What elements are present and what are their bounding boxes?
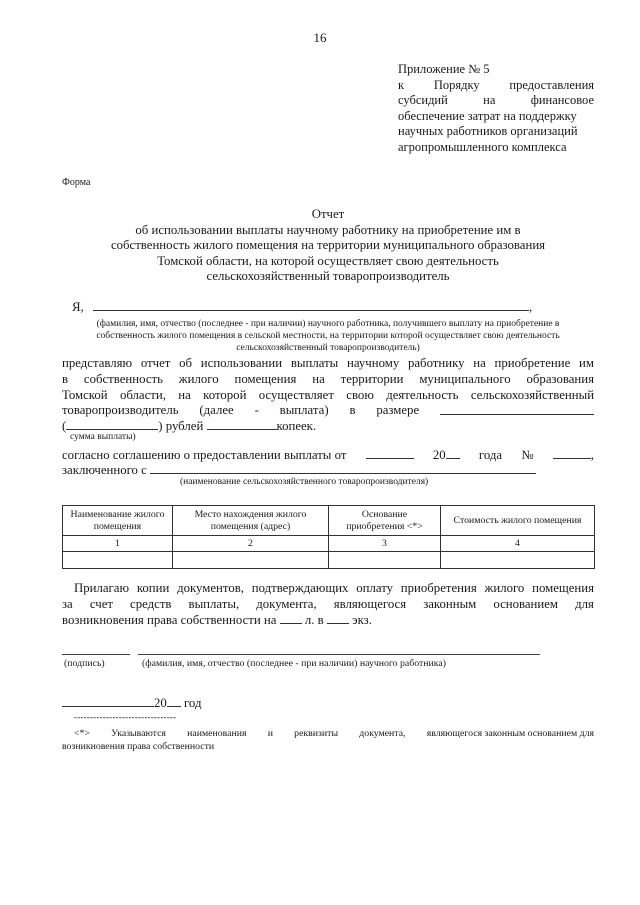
appendix-title: Приложение № 5 xyxy=(398,62,490,76)
title-line-3: Томской области, на которой осуществляет свою деятельность xyxy=(157,253,499,268)
year-blank[interactable] xyxy=(167,695,181,707)
amount-blank[interactable] xyxy=(440,403,594,415)
p1-line-1: представляю отчет об использовании выплаты научному работнику на приобретение им xyxy=(62,356,594,370)
title-heading: Отчет xyxy=(311,207,345,221)
copies-blank[interactable] xyxy=(327,612,349,624)
document-title xyxy=(62,207,594,285)
attach-line-3: возникновения права собственности на л. в экз. xyxy=(62,613,372,627)
appendix-line-5: агропромышленного комплекса xyxy=(398,139,567,154)
table-row xyxy=(63,552,595,569)
p1-line-3: Томской области, на которой осуществляет свою деятельность сельскохозяйственный xyxy=(62,388,595,402)
header-housing-address: Место нахождения жилого помещения (адрес) xyxy=(173,506,329,536)
form-label: Форма xyxy=(62,177,91,188)
title-line-1: об использовании выплаты научному работнику на приобретение им в xyxy=(135,222,521,237)
footnote-line-2: возникновения права собственности xyxy=(62,741,215,752)
table-header-row xyxy=(63,506,595,536)
footnote-line-1: <*> Указываются наименования и реквизиты документа, являющегося законным основанием для xyxy=(74,728,594,739)
amount-words-blank[interactable] xyxy=(66,418,158,430)
kopecks-blank[interactable] xyxy=(207,418,277,430)
agreement-line: согласно соглашению о предоставлении выплаты от 20 года № , xyxy=(62,448,594,462)
fio-hint: (фамилия, имя, отчество (последнее - при наличии) научного работника, получившего выплату на приобретение в собственность жилого помещения в сельской местности, на территории которой осуществляет свою деятельность сельскохозяйственный товаропроизводитель) xyxy=(96,319,560,353)
concluded-line: заключенного с xyxy=(62,462,594,478)
footnote-separator: -------------------------------- xyxy=(74,712,177,722)
p1-line-4: товаропроизводитель (далее - выплата) в размере xyxy=(62,403,594,418)
page-number: 16 xyxy=(313,30,327,45)
appendix-line-2: субсидий на финансовое xyxy=(398,93,594,107)
header-housing-cost: Стоимость жилого помещения xyxy=(441,506,595,536)
header-housing-name: Наименование жилого помещения xyxy=(63,506,173,536)
table-number-row: 1 2 3 4 xyxy=(63,536,595,552)
title-line-4: сельскохозяйственный товаропроизводитель xyxy=(206,269,450,283)
agreement-year-blank[interactable] xyxy=(446,447,460,459)
date-line: 20 год xyxy=(62,695,201,711)
ya-line: Я, , xyxy=(72,300,533,314)
amount-hint: сумма выплаты) xyxy=(70,432,136,442)
header-acquisition-basis: Основание приобретения <*> xyxy=(329,506,441,536)
signature-hint: (подпись) xyxy=(64,658,105,669)
appendix-line-1: к Порядку предоставления xyxy=(398,77,595,92)
amount-words-line: ( ) рублей копеек. xyxy=(62,419,317,433)
producer-name-blank[interactable] xyxy=(150,462,536,474)
appendix-line-3: обеспечение затрат на поддержку xyxy=(398,108,577,123)
pages-blank[interactable] xyxy=(280,612,302,624)
agreement-date-blank[interactable] xyxy=(366,447,414,459)
fio-signature-hint: (фамилия, имя, отчество (последнее - при наличии) научного работника) xyxy=(142,658,447,669)
attach-line-1: Прилагаю копии документов, подтверждающих оплату приобретения жилого помещения xyxy=(74,581,594,595)
appendix-header xyxy=(398,62,594,155)
attach-line-2: за счет средств выплаты, документа, являющегося законным основанием для xyxy=(62,597,594,611)
date-blank[interactable] xyxy=(62,695,154,707)
ya-label: Я, xyxy=(72,300,84,314)
housing-table xyxy=(62,505,595,569)
title-line-2: собственность жилого помещения на территории муниципального образования xyxy=(110,238,546,252)
fio-blank[interactable] xyxy=(93,299,529,311)
fio-signature-line[interactable] xyxy=(138,654,540,655)
agreement-number-blank[interactable] xyxy=(553,447,591,459)
p1-line-2: в собственность жилого помещения на территории муниципального образования xyxy=(62,372,595,386)
appendix-line-4: научных работников организаций xyxy=(398,124,578,138)
producer-hint: (наименование сельскохозяйственного товаропроизводителя) xyxy=(180,477,429,487)
signature-line[interactable] xyxy=(62,654,130,655)
